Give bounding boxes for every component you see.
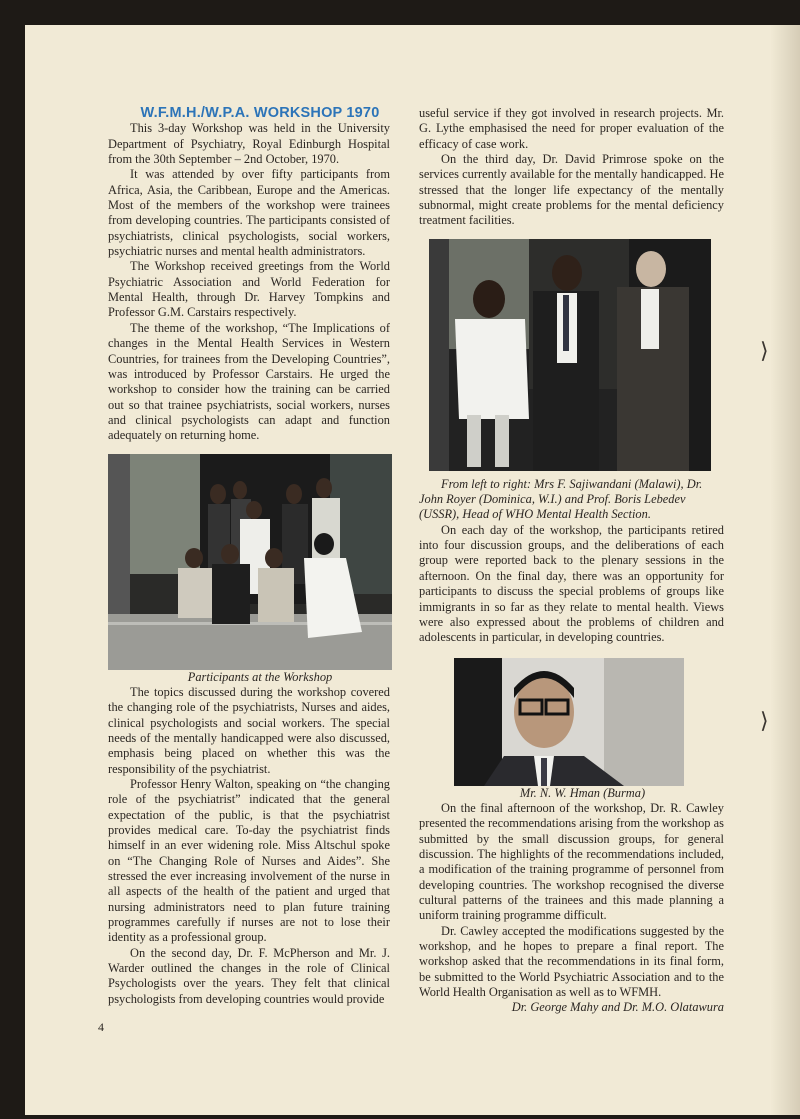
left-paragraph-5: The topics discussed during the workshop covered the changing role of the psychiatrists, Nurses and aides, clinical psychologists and social workers. The special needs of the mentally handicapped were also discussed, emphasis being placed on whether this was the responsibility of the psychiatrist.: [108, 684, 390, 776]
left-paragraph-7: On the second day, Dr. F. McPherson and Mr. J. Warder outlined the changes in the role of Clinical Psychologists over the years. They felt that clinical psychologists from developing countries would provide: [108, 945, 390, 1006]
participants-photo-caption: Participants at the Workshop: [187, 669, 333, 684]
author-signature: Dr. George Mahy and Dr. M.O. Olatawura: [511, 1000, 724, 1015]
left-paragraph-3: The Workshop received greetings from the World Psychiatric Association and World Federation for Mental Health, through Dr. Harvey Tompkins and Professor G.M. Carstairs respectively.: [108, 259, 390, 320]
hman-portrait-caption: Mr. N. W. Hman (Burma): [519, 785, 646, 800]
left-paragraph-4: The theme of the workshop, “The Implications of changes in the Mental Health Services in Western Countries, for trainees from the Developing Countries”, was introduced by Professor Carstairs. He urged the workshop to consider how the training can be carried out so that trainee psychiatrists, social workers, nurses and clinical psychologists can adapt and function adequately on returning home.: [108, 320, 390, 443]
hman-portrait-image: [454, 658, 684, 786]
three-delegates-photo-caption: From left to right: Mrs F. Sajiwandani (Malawi), Dr. John Royer (Dominica, W.I.) and Prof. Boris Lebedev (USSR), Head of WHO Mental Health Section.: [419, 476, 703, 522]
three-delegates-photo-image: [429, 239, 711, 471]
page-edge-shadow: [770, 25, 800, 1115]
three-delegates-photo: [429, 239, 711, 471]
binding-mark-upper: ⟩: [760, 338, 769, 363]
participants-photo-image: [108, 454, 392, 670]
left-paragraph-1: This 3-day Workshop was held in the University Department of Psychiatry, Royal Edinburgh Hospital from the 30th September – 2nd October, 1970.: [108, 121, 390, 167]
right-paragraph-5: Dr. Cawley accepted the modifications suggested by the workshop, and he hopes to prepare a final report. The workshop asked that the recommendations in its final form, be submitted to the World Psychiatric Association and to the World Health Organisation as well as to WFMH.: [419, 923, 724, 999]
right-paragraph-2: On the third day, Dr. David Primrose spoke on the services currently available for the mentally handicapped. He stressed that the longer life expectancy of the mentally subnormal, might create problems for the mental deficiency treatment facilities.: [419, 152, 724, 228]
left-paragraph-2: It was attended by over fifty participants from Africa, Asia, the Caribbean, Europe and the Americas. Most of the members of the workshop were trainees from developing countries. The participants consisted of psychiatrists, clinical psychologists, social workers, psychiatric nurses and mental health administrators.: [108, 167, 390, 259]
page-number: 4: [98, 1020, 104, 1034]
participants-group-photo: [108, 454, 392, 670]
right-paragraph-4: On the final afternoon of the workshop, Dr. R. Cawley presented the recommendations arising from the workshop as submitted by the small discussion groups, for general discussion. The highlights of the recommendations included, a modification of the training programme of personnel from developing countries. The workshop recognised the diverse cultural patterns of the trainees and this made planning a uniform training programme difficult.: [419, 800, 724, 923]
right-paragraph-3: On each day of the workshop, the participants retired into four discussion groups, and the deliberations of each group were reported back to the plenary sessions in the afternoon. On the final day, there was an opportunity for participants to discuss the special problems of groups like immigrants in so far as they relate to mental health. Views were also expressed about the problems of children and adolescents in particular, in developing countries.: [419, 522, 724, 645]
left-paragraph-6: Professor Henry Walton, speaking on “the changing role of the psychiatrist” indicated that the general expectation of the public, is that the psychiatrist provides medical care. To-day the psychiatrist finds himself in an ever widening role. Miss Altschul spoke on “The Changing Role of Nurses and Aides”. She stressed the ever increasing involvement of the nurse in all aspects of the health of the patient and urged that nursing administrators need to plan future training programmes carefully if nurses are not to lose their identity as a professional group.: [108, 776, 390, 945]
right-paragraph-1: useful service if they got involved in research projects. Mr. G. Lythe emphasised the need for proper evaluation of the efficacy of case work.: [419, 106, 724, 151]
binding-mark-lower: ⟩: [760, 708, 769, 733]
left-column: [108, 106, 390, 1007]
right-column: [419, 106, 724, 1016]
hman-portrait-photo: [454, 658, 684, 786]
page-heading: W.F.M.H./W.P.A. WORKSHOP 1970: [140, 105, 380, 121]
